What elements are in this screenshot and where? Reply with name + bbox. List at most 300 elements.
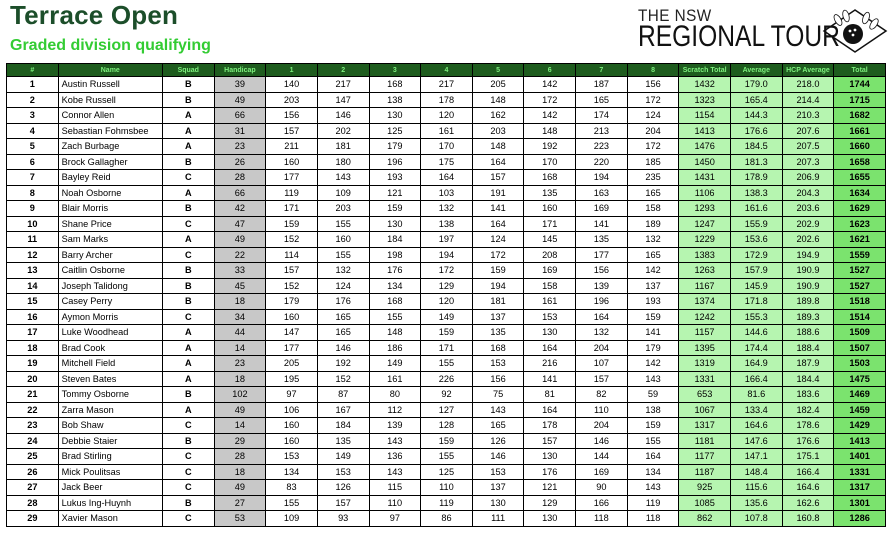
table-cell: 158 (627, 201, 679, 217)
table-cell: 157 (472, 170, 524, 186)
table-cell: 133.4 (730, 402, 782, 418)
table-cell: 124 (472, 232, 524, 248)
table-cell: 138 (369, 92, 421, 108)
table-cell: C (162, 170, 214, 186)
table-cell: 139 (576, 278, 628, 294)
table-cell: 189 (627, 216, 679, 232)
table-cell: 188.4 (782, 340, 834, 356)
table-cell: 195 (266, 371, 318, 387)
table-cell: 1 (7, 77, 59, 93)
table-cell: 119 (421, 495, 473, 511)
table-cell: 160 (317, 232, 369, 248)
table-cell: 141 (627, 325, 679, 341)
table-cell: Lukus Ing-Huynh (58, 495, 162, 511)
table-cell: 5 (7, 139, 59, 155)
table-cell: 146 (472, 449, 524, 465)
table-cell: A (162, 185, 214, 201)
table-cell: 120 (421, 294, 473, 310)
table-cell: 18 (214, 371, 266, 387)
table-cell: 1247 (679, 216, 731, 232)
table-cell: 164 (524, 340, 576, 356)
table-cell: 178.6 (782, 418, 834, 434)
table-cell: Sebastian Fohmsbee (58, 123, 162, 139)
table-row (7, 77, 886, 93)
table-cell: 157 (524, 433, 576, 449)
table-body (7, 77, 886, 527)
table-cell: 207.3 (782, 154, 834, 170)
table-cell: 86 (421, 511, 473, 527)
table-cell: 153 (472, 464, 524, 480)
table-cell: 205 (266, 356, 318, 372)
table-cell: 183.6 (782, 387, 834, 403)
table-cell: 925 (679, 480, 731, 496)
table-cell: 172 (627, 92, 679, 108)
table-cell: 119 (266, 185, 318, 201)
table-cell: 34 (214, 309, 266, 325)
table-cell: 204 (576, 418, 628, 434)
table-cell: 176 (524, 464, 576, 480)
table-cell: 106 (266, 402, 318, 418)
table-cell: 118 (627, 511, 679, 527)
table-cell: 115.6 (730, 480, 782, 496)
table-cell: 29 (7, 511, 59, 527)
table-cell: 112 (369, 402, 421, 418)
column-header: 8 (627, 64, 679, 77)
table-cell: 1634 (834, 185, 886, 201)
table-cell: 194.9 (782, 247, 834, 263)
table-cell: 18 (214, 464, 266, 480)
table-cell: 137 (472, 480, 524, 496)
table-cell: 130 (524, 449, 576, 465)
table-row (7, 511, 886, 527)
table-cell: 143 (627, 480, 679, 496)
table-cell: Xavier Mason (58, 511, 162, 527)
table-cell: 184.4 (782, 371, 834, 387)
table-row (7, 108, 886, 124)
table-cell: 175.1 (782, 449, 834, 465)
table-cell: B (162, 278, 214, 294)
table-cell: 193 (369, 170, 421, 186)
table-cell: 211 (266, 139, 318, 155)
table-cell: 176.6 (782, 433, 834, 449)
table-cell: 1413 (834, 433, 886, 449)
table-cell: 97 (266, 387, 318, 403)
table-cell: 1509 (834, 325, 886, 341)
table-cell: 160 (524, 201, 576, 217)
table-cell: 109 (266, 511, 318, 527)
table-cell: 1527 (834, 263, 886, 279)
table-cell: 164 (472, 216, 524, 232)
table-row (7, 278, 886, 294)
table-cell: 66 (214, 185, 266, 201)
table-cell: 165.4 (730, 92, 782, 108)
table-cell: 156 (576, 263, 628, 279)
table-cell: 156 (472, 371, 524, 387)
table-cell: 196 (369, 154, 421, 170)
table-cell: A (162, 371, 214, 387)
table-cell: 14 (214, 418, 266, 434)
column-header: 2 (317, 64, 369, 77)
table-cell: B (162, 433, 214, 449)
table-row (7, 387, 886, 403)
table-cell: 182.4 (782, 402, 834, 418)
column-header: Total (834, 64, 886, 77)
table-cell: 181.3 (730, 154, 782, 170)
table-cell: 92 (421, 387, 473, 403)
table-cell: 171 (266, 201, 318, 217)
table-cell: 97 (369, 511, 421, 527)
table-cell: 90 (576, 480, 628, 496)
table-cell: A (162, 340, 214, 356)
table-cell: 181 (317, 139, 369, 155)
table-cell: 160 (266, 154, 318, 170)
table-cell: 160 (266, 433, 318, 449)
table-cell: 142 (524, 77, 576, 93)
table-row (7, 418, 886, 434)
table-cell: 9 (7, 201, 59, 217)
table-cell: 181 (472, 294, 524, 310)
table-cell: 155 (317, 216, 369, 232)
table-cell: 157 (266, 123, 318, 139)
table-row (7, 340, 886, 356)
table-row (7, 232, 886, 248)
table-cell: B (162, 201, 214, 217)
table-cell: 27 (214, 495, 266, 511)
table-cell: 186 (369, 340, 421, 356)
table-cell: 210.3 (782, 108, 834, 124)
table-cell: 1167 (679, 278, 731, 294)
table-cell: 165 (317, 325, 369, 341)
table-cell: 184 (369, 232, 421, 248)
table-cell: 146 (576, 433, 628, 449)
table-cell: B (162, 154, 214, 170)
table-cell: 203 (266, 92, 318, 108)
table-cell: 155.9 (730, 216, 782, 232)
table-cell: Bayley Reid (58, 170, 162, 186)
table-cell: 155 (369, 309, 421, 325)
table-cell: B (162, 77, 214, 93)
table-cell: 220 (576, 154, 628, 170)
table-row (7, 464, 886, 480)
table-cell: 81 (524, 387, 576, 403)
table-cell: Barry Archer (58, 247, 162, 263)
table-cell: 33 (214, 263, 266, 279)
table-cell: 1157 (679, 325, 731, 341)
table-cell: 141 (524, 371, 576, 387)
table-cell: 177 (576, 247, 628, 263)
table-cell: 164 (576, 309, 628, 325)
table-cell: 66 (214, 108, 266, 124)
table-cell: 1715 (834, 92, 886, 108)
table-cell: 168 (369, 294, 421, 310)
table-cell: 153 (317, 464, 369, 480)
table-cell: 141 (472, 201, 524, 217)
table-cell: 130 (369, 216, 421, 232)
table-cell: 218.0 (782, 77, 834, 93)
table-cell: 198 (369, 247, 421, 263)
table-cell: 1181 (679, 433, 731, 449)
table-cell: 169 (524, 263, 576, 279)
table-cell: 45 (214, 278, 266, 294)
table-cell: 179 (266, 294, 318, 310)
table-cell: 178 (421, 92, 473, 108)
table-cell: C (162, 216, 214, 232)
table-cell: 159 (421, 433, 473, 449)
table-cell: 1660 (834, 139, 886, 155)
table-cell: A (162, 232, 214, 248)
table-cell: 125 (369, 123, 421, 139)
table-cell: 1514 (834, 309, 886, 325)
table-cell: 124 (627, 108, 679, 124)
table-cell: 143 (369, 433, 421, 449)
table-cell: 22 (7, 402, 59, 418)
table-cell: 204 (627, 123, 679, 139)
table-cell: 1432 (679, 77, 731, 93)
table-cell: A (162, 356, 214, 372)
table-cell: 152 (266, 232, 318, 248)
table-cell: 28 (214, 170, 266, 186)
table-cell: 137 (627, 278, 679, 294)
table-cell: Connor Allen (58, 108, 162, 124)
column-header: Average (730, 64, 782, 77)
table-cell: 138 (627, 402, 679, 418)
table-cell: 165 (576, 92, 628, 108)
table-cell: Noah Osborne (58, 185, 162, 201)
table-cell: 194 (472, 278, 524, 294)
table-row (7, 154, 886, 170)
table-cell: 110 (369, 495, 421, 511)
table-cell: 130 (369, 108, 421, 124)
table-cell: 11 (7, 232, 59, 248)
table-cell: 1187 (679, 464, 731, 480)
table-row (7, 170, 886, 186)
table-cell: 160 (266, 418, 318, 434)
table-cell: C (162, 464, 214, 480)
table-cell: 159 (369, 201, 421, 217)
table-cell: 148 (472, 92, 524, 108)
table-cell: 175 (421, 154, 473, 170)
table-cell: 110 (421, 480, 473, 496)
table-cell: 1374 (679, 294, 731, 310)
table-cell: 176 (369, 263, 421, 279)
table-cell: 49 (214, 92, 266, 108)
table-cell: 126 (317, 480, 369, 496)
table-cell: 47 (214, 216, 266, 232)
table-cell: 18 (7, 340, 59, 356)
table-cell: 1623 (834, 216, 886, 232)
table-cell: 121 (369, 185, 421, 201)
table-cell: 1383 (679, 247, 731, 263)
table-cell: B (162, 294, 214, 310)
table-cell: 193 (627, 294, 679, 310)
table-cell: 28 (214, 449, 266, 465)
table-cell: 1661 (834, 123, 886, 139)
table-cell: 121 (524, 480, 576, 496)
table-cell: 159 (266, 216, 318, 232)
table-cell: 155 (421, 449, 473, 465)
table-cell: 156 (266, 108, 318, 124)
table-cell: 49 (214, 402, 266, 418)
table-cell: 208 (524, 247, 576, 263)
table-cell: 1177 (679, 449, 731, 465)
table-cell: 19 (7, 356, 59, 372)
table-cell: 135 (524, 185, 576, 201)
table-cell: 138 (421, 216, 473, 232)
table-cell: 157 (317, 495, 369, 511)
table-cell: 135 (472, 325, 524, 341)
table-cell: Zarra Mason (58, 402, 162, 418)
table-cell: 164.6 (782, 480, 834, 496)
table-cell: 161 (421, 123, 473, 139)
table-cell: C (162, 480, 214, 496)
table-cell: 653 (679, 387, 731, 403)
table-cell: 107.8 (730, 511, 782, 527)
table-cell: 165 (627, 247, 679, 263)
table-cell: 147.1 (730, 449, 782, 465)
table-cell: 188.6 (782, 325, 834, 341)
table-cell: 217 (317, 77, 369, 93)
table-cell: 14 (214, 340, 266, 356)
table-cell: 223 (576, 139, 628, 155)
table-cell: 6 (7, 154, 59, 170)
column-header: Handicap (214, 64, 266, 77)
table-cell: 53 (214, 511, 266, 527)
table-cell: 39 (214, 77, 266, 93)
table-cell: 109 (317, 185, 369, 201)
table-cell: 148 (472, 139, 524, 155)
table-cell: A (162, 402, 214, 418)
table-cell: 1263 (679, 263, 731, 279)
table-cell: 22 (214, 247, 266, 263)
table-cell: 176 (317, 294, 369, 310)
table-cell: 146 (317, 340, 369, 356)
table-cell: 159 (627, 418, 679, 434)
table-cell: 138.3 (730, 185, 782, 201)
table-cell: 126 (472, 433, 524, 449)
table-cell: 167 (317, 402, 369, 418)
table-cell: 159 (421, 325, 473, 341)
table-cell: 120 (421, 108, 473, 124)
table-cell: 161 (369, 371, 421, 387)
table-cell: 111 (472, 511, 524, 527)
table-cell: 135.6 (730, 495, 782, 511)
header-row (7, 64, 886, 77)
table-cell: 1085 (679, 495, 731, 511)
table-cell: Zach Burbage (58, 139, 162, 155)
table-cell: 179 (627, 340, 679, 356)
table-cell: Steven Bates (58, 371, 162, 387)
table-cell: 204 (576, 340, 628, 356)
table-cell: 174 (576, 108, 628, 124)
table-cell: Brad Stirling (58, 449, 162, 465)
table-row (7, 294, 886, 310)
table-cell: B (162, 495, 214, 511)
table-cell: 145 (524, 232, 576, 248)
table-cell: 124 (317, 278, 369, 294)
table-cell: 132 (317, 263, 369, 279)
table-cell: 189.8 (782, 294, 834, 310)
logo-line2: REGIONAL TOUR (638, 20, 840, 53)
table-row (7, 325, 886, 341)
table-cell: 42 (214, 201, 266, 217)
table-cell: 29 (214, 433, 266, 449)
table-cell: 178.9 (730, 170, 782, 186)
table-cell: 144.6 (730, 325, 782, 341)
table-cell: 26 (7, 464, 59, 480)
table-cell: 160.8 (782, 511, 834, 527)
table-cell: 13 (7, 263, 59, 279)
table-cell: 184.5 (730, 139, 782, 155)
table-cell: 129 (421, 278, 473, 294)
table-cell: 142 (627, 356, 679, 372)
table-cell: Austin Russell (58, 77, 162, 93)
table-cell: 8 (7, 185, 59, 201)
table-cell: 159 (472, 263, 524, 279)
table-cell: 226 (421, 371, 473, 387)
table-cell: 180 (317, 154, 369, 170)
table-cell: B (162, 263, 214, 279)
table-cell: 164 (421, 170, 473, 186)
table-cell: 1286 (834, 511, 886, 527)
table-cell: 7 (7, 170, 59, 186)
table-cell: 172.9 (730, 247, 782, 263)
column-header: 4 (421, 64, 473, 77)
table-cell: 149 (421, 309, 473, 325)
table-cell: 164.9 (730, 356, 782, 372)
table-cell: 146 (317, 108, 369, 124)
table-cell: 176.6 (730, 123, 782, 139)
table-cell: 1431 (679, 170, 731, 186)
table-cell: 140 (266, 77, 318, 93)
table-cell: 20 (7, 371, 59, 387)
table-cell: 216 (524, 356, 576, 372)
table-cell: 155 (266, 495, 318, 511)
table-cell: 164 (627, 449, 679, 465)
table-cell: 132 (421, 201, 473, 217)
column-header: 3 (369, 64, 421, 77)
table-cell: 172 (627, 139, 679, 155)
table-cell: 119 (627, 495, 679, 511)
table-cell: 1067 (679, 402, 731, 418)
table-cell: 213 (576, 123, 628, 139)
table-cell: 1242 (679, 309, 731, 325)
table-cell: 214.4 (782, 92, 834, 108)
table-cell: 156 (627, 77, 679, 93)
table-cell: 147 (317, 92, 369, 108)
table-cell: 2 (7, 92, 59, 108)
table-cell: 27 (7, 480, 59, 496)
table-cell: 28 (7, 495, 59, 511)
table-cell: 171 (421, 340, 473, 356)
table-cell: 1469 (834, 387, 886, 403)
table-row (7, 247, 886, 263)
table-cell: 204.3 (782, 185, 834, 201)
table-cell: 4 (7, 123, 59, 139)
table-cell: 143 (317, 170, 369, 186)
table-cell: 59 (627, 387, 679, 403)
table-cell: 1503 (834, 356, 886, 372)
table-row (7, 201, 886, 217)
table-cell: 1518 (834, 294, 886, 310)
table-row (7, 433, 886, 449)
column-header: 5 (472, 64, 524, 77)
table-cell: 158 (524, 278, 576, 294)
table-cell: 217 (421, 77, 473, 93)
table-cell: Luke Woodhead (58, 325, 162, 341)
table-cell: 862 (679, 511, 731, 527)
table-row (7, 139, 886, 155)
table-cell: 132 (576, 325, 628, 341)
